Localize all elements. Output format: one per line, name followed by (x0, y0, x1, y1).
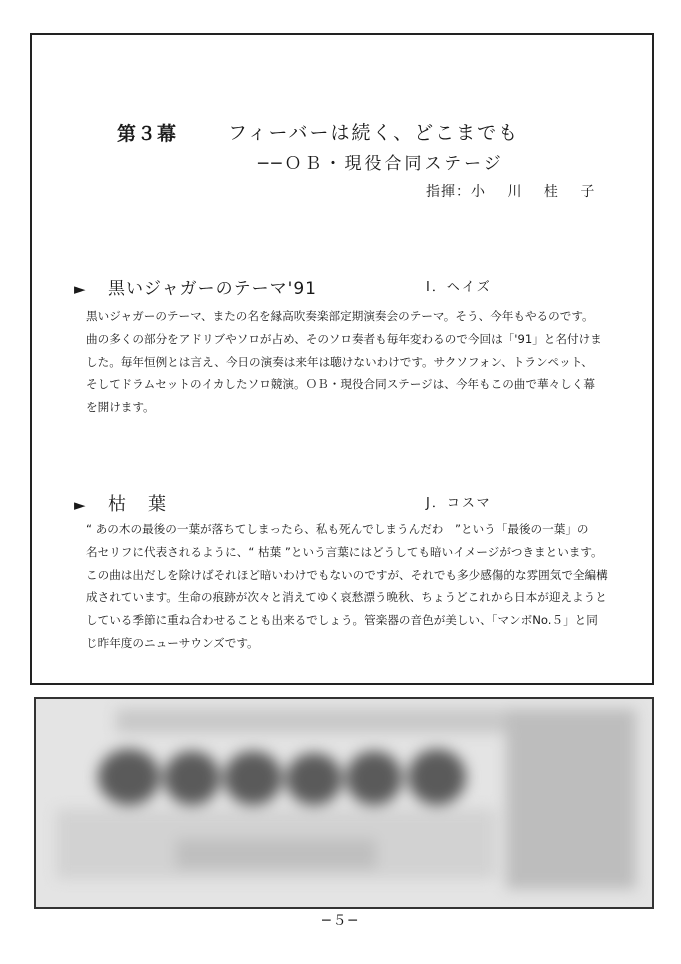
piece-title: 黒いジャガーのテーマ'91 (108, 279, 317, 299)
description-line: している季節に重ね合わせることも出来るでしょう。管楽器の音色が美しい、「マンボNo.５」と同 (86, 613, 598, 628)
conductor-label: 指揮： (426, 184, 471, 200)
piece-description (86, 518, 626, 655)
arrow-bullet-icon: ► (74, 496, 86, 514)
page-number: ─５─ (322, 913, 359, 929)
description-line: そしてドラムセットのイカしたソロ競演。ＯＢ・現役合同ステージは、今年もこの曲で華々しく幕 (86, 377, 595, 392)
description-line: 名セリフに代表されるように、“ 枯葉 ”という言葉にはどうしても暗いイメージがつきまといます。 (86, 544, 603, 559)
piece-composer: J．コスマ (426, 496, 492, 511)
photo-content (36, 699, 652, 907)
description-line: 黒いジャガーのテーマ、またの名を縁高吹奏楽部定期演奏会のテーマ。そう、今年もやるのです。 (86, 309, 594, 323)
description-line: した。毎年恒例とは言え、今日の演奏は来年は聴けないわけです。サクソフォン、トランペット、 (86, 354, 593, 369)
stage-title: フィーバーは続く、どこまでも (228, 122, 520, 144)
act-label: 第３幕 (117, 123, 178, 145)
piece-heading (74, 490, 492, 515)
stage-subtitle: ──ＯＢ・現役合同ステージ (258, 154, 504, 174)
piece-composer: I．ヘイズ (426, 280, 492, 295)
description-line: “ あの木の最後の一葉が落ちてしまったら、私も死んでしまうんだわ ”という「最後の一葉」の (86, 522, 589, 536)
description-line: この曲は出だしを除けばそれほど暗いわけでもないのですが、それでも多少感傷的な雰囲気で全編構 (86, 567, 608, 582)
arrow-bullet-icon: ► (74, 280, 86, 298)
description-line: じ昨年度のニューサウンズです。 (86, 635, 259, 650)
description-line: 成されています。生命の痕跡が次々と消えてゆく哀愁漂う晩秋、ちょうどこれから日本が迎えようと (86, 590, 607, 605)
conductor-name: 小 川 桂 子 (471, 184, 604, 200)
piece-description (86, 305, 626, 419)
conductor-credit (426, 181, 603, 201)
description-line: 曲の多くの部分をアドリブやソロが占め、そのソロ奏者も毎年変わるので今回は「'91」と名付けま (86, 331, 602, 346)
description-line: を開けます。 (86, 400, 155, 415)
piece-heading (74, 274, 492, 299)
blurred-photo (34, 697, 654, 909)
piece-title: 枯葉 (108, 494, 188, 515)
